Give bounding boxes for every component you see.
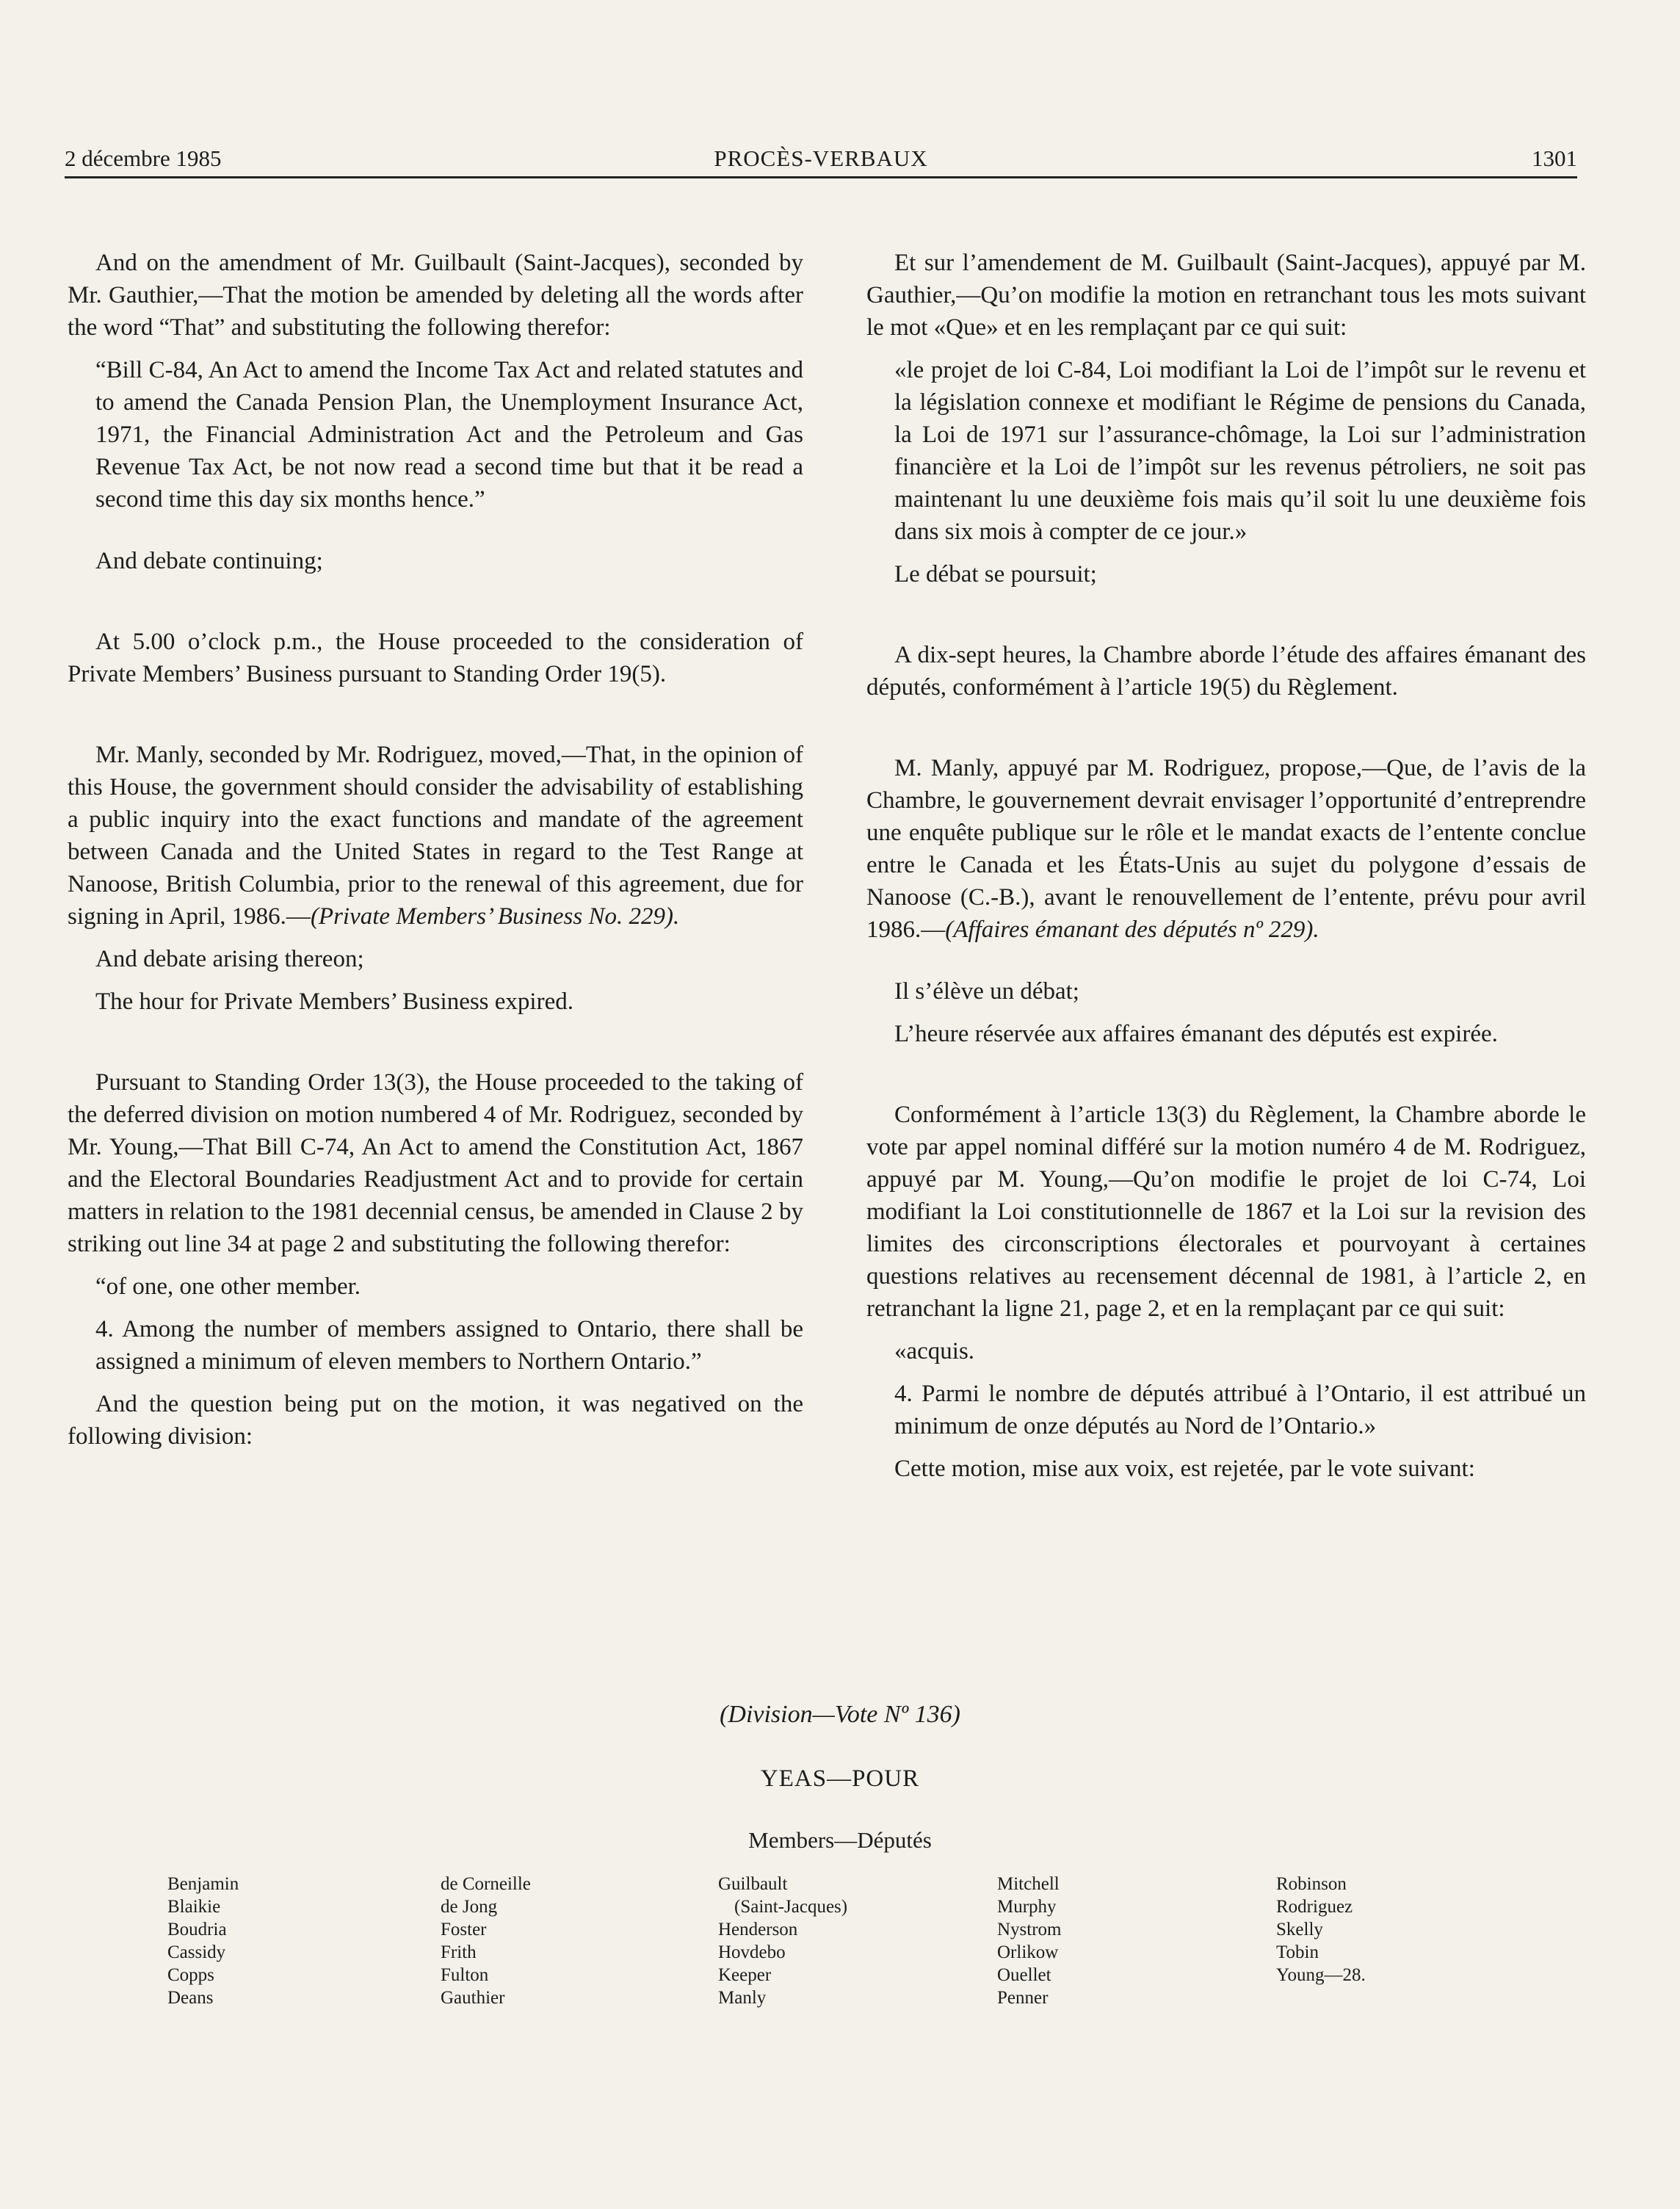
member-name: Guilbault: [718, 1874, 788, 1894]
paragraph-manly-motion: [68, 739, 803, 933]
member-name: Manly: [718, 1988, 767, 2008]
paragraph-amendment: And on the amendment of Mr. Guilbault (Saint-Jacques), seconded by Mr. Gauthier,—That the motion be amended by deleting all the words after the word “That” and substituting the following therefor:: [68, 250, 803, 341]
names-column-2: [441, 1873, 531, 2009]
names-column-4: [997, 1873, 1062, 2009]
paragraph-question-negatived: And the question being put on the motion, it was negatived on the following division:: [68, 1391, 803, 1450]
member-name: Boudria: [167, 1920, 227, 1939]
member-name: Murphy: [997, 1897, 1057, 1917]
member-name: Robinson: [1276, 1874, 1347, 1894]
header-title: PROCÈS-VERBAUX: [714, 145, 928, 171]
member-total: Young—28.: [1276, 1965, 1366, 1985]
member-name: Hovdebo: [718, 1942, 786, 1962]
french-column: [866, 247, 1586, 1485]
paragraph-debat-eleve: Il s’élève un débat;: [894, 978, 1079, 1005]
member-name: Foster: [441, 1920, 487, 1939]
paragraph-private-members: At 5.00 o’clock p.m., the House proceeded to the consideration of Private Members’ Business pursuant to Standing Order 19(5).: [68, 629, 803, 687]
paragraph-bill-c84-quote: “Bill C-84, An Act to amend the Income Tax Act and related statutes and to amend the Canada Pension Plan, the Unemployment Insurance Act, 1971, the Financial Administration Act and the Petroleum and Gas Revenue Tax Act, be not now read a second time but that it be read a second time this day six months hence.”: [95, 357, 803, 513]
paragraph-debate-arising: And debate arising thereon;: [95, 946, 364, 972]
member-name: Benjamin: [167, 1874, 239, 1894]
member-name: Mitchell: [997, 1874, 1060, 1894]
member-name: Penner: [997, 1988, 1049, 2008]
paragraph-heure-expiree: L’heure réservée aux affaires émanant des députés est expirée.: [894, 1021, 1498, 1047]
member-name: Tobin: [1276, 1942, 1319, 1962]
page-number: 1301: [1532, 145, 1577, 171]
member-name: Rodriguez: [1276, 1897, 1353, 1917]
division-title: (Division—Vote Nº 136): [720, 1701, 960, 1728]
paragraph-deferred-division: Pursuant to Standing Order 13(3), the House proceeded to the taking of the deferred division on motion numbered 4 of Mr. Rodriguez, seconded by Mr. Young,—That Bill C-74, An Act to amend the Constitution Act, 1867 and the Electoral Boundaries Readjustment Act and to provide for certain matters in relation to the 1981 decennial census, be amended in Clause 2 by striking out line 34 at page 2 and substituting the following therefor:: [68, 1069, 803, 1257]
member-name: Blaikie: [167, 1897, 221, 1917]
member-name: Copps: [167, 1965, 214, 1985]
member-name: de Jong: [441, 1897, 498, 1917]
member-name: Cassidy: [167, 1942, 226, 1962]
names-column-1: [167, 1873, 239, 2009]
paragraph-projet-c84-citation: «le projet de loi C-84, Loi modifiant la Loi de l’impôt sur le revenu et la législation connexe et modifiant le Régime de pensions du Canada, la Loi de 1971 sur l’assurance-chômage, la Loi sur l’administration financière et la Loi de l’impôt sur les revenus pétroliers, ne soit pas maintenant lu une deuxième fois mais qu’il soit lu une deuxième fois dans six mois à compter de ce jour.»: [894, 357, 1586, 545]
member-name: Nystrom: [997, 1920, 1062, 1939]
member-name: Henderson: [718, 1920, 798, 1939]
member-name: Skelly: [1276, 1920, 1323, 1939]
names-column-3: [718, 1873, 847, 2009]
paragraph-debate-continuing: And debate continuing;: [95, 548, 323, 574]
paragraph-quote-ontario: 4. Among the number of members assigned to Ontario, there shall be assigned a minimum of eleven members to Northern Ontario.”: [95, 1316, 803, 1375]
motion-manly-reference: (Affaires émanant des députés nº 229).: [945, 916, 1319, 943]
header-date: 2 décembre 1985: [65, 145, 222, 171]
paragraph-affaires-deputes: A dix-sept heures, la Chambre aborde l’étude des affaires émanant des députés, conformément à l’article 19(5) du Règlement.: [866, 642, 1586, 701]
paragraph-motion-manly: [866, 752, 1586, 946]
paragraph-vote-differe: Conformément à l’article 13(3) du Règlement, la Chambre aborde le vote par appel nominal différé sur la motion numéro 4 de M. Rodriguez, appuyé par M. Young,—Qu’on modifie le projet de loi C-74, Loi modifiant la Loi constitutionnelle de 1867 et la Loi sur la revision des limites des circonscriptions électorales et pourvoyant à certaines questions relatives au recensement décennal de 1981, à l’article 2, en retranchant la ligne 21, page 2, et en la remplaçant par ce qui suit:: [866, 1102, 1586, 1322]
paragraph-quote-member: “of one, one other member.: [95, 1273, 361, 1300]
member-name: Ouellet: [997, 1965, 1051, 1985]
paragraph-citation-ontario: 4. Parmi le nombre de députés attribué à l’Ontario, il est attribué un minimum de onze députés au Nord de l’Ontario.»: [894, 1381, 1586, 1439]
member-name: de Corneille: [441, 1874, 531, 1894]
paragraph-motion-rejetee: Cette motion, mise aux voix, est rejetée, par le vote suivant:: [894, 1456, 1475, 1482]
manly-motion-text: Mr. Manly, seconded by Mr. Rodriguez, moved,—That, in the opinion of this House, the government should consider the advisability of establishing a public inquiry into the exact functions and mandate of the agreement between Canada and the United States in regard to the Test Range at Nanoose, British Columbia, prior to the renewal of this agreement, due for signing in April, 1986.—: [68, 742, 803, 930]
names-column-5: [1276, 1873, 1366, 1986]
paragraph-hour-expired: The hour for Private Members’ Business expired.: [95, 988, 573, 1015]
paragraph-citation-acquis: «acquis.: [894, 1338, 975, 1364]
paragraph-debat-poursuit: Le débat se poursuit;: [894, 561, 1097, 588]
member-name: Orlikow: [997, 1942, 1059, 1962]
member-riding: (Saint-Jacques): [734, 1897, 848, 1917]
motion-manly-texte: M. Manly, appuyé par M. Rodriguez, propose,—Que, de l’avis de la Chambre, le gouvernement devrait envisager l’opportunité d’entreprendre une enquête publique sur le rôle et le mandat exacts de l’entente conclue entre le Canada et les États-Unis au sujet du polygone d’essais de Nanoose (C.-B.), avant le renouvellement de l’entente, prévu pour avril 1986.—: [866, 755, 1586, 943]
page-header: [65, 144, 1577, 178]
paragraph-amendement: Et sur l’amendement de M. Guilbault (Saint-Jacques), appuyé par M. Gauthier,—Qu’on modifie la motion en retranchant tous les mots suivant le mot «Que» et en les remplaçant par ce qui suit:: [866, 250, 1586, 341]
yeas-heading: YEAS—POUR: [760, 1765, 920, 1792]
member-name: Deans: [167, 1988, 214, 2008]
member-name: Keeper: [718, 1965, 772, 1985]
members-heading: Members—Députés: [748, 1827, 932, 1853]
member-name: Fulton: [441, 1965, 489, 1985]
english-column: [68, 247, 803, 1453]
manly-motion-reference: (Private Members’ Business No. 229).: [310, 903, 680, 930]
member-name: Gauthier: [441, 1988, 505, 2008]
member-name: Frith: [441, 1942, 477, 1962]
